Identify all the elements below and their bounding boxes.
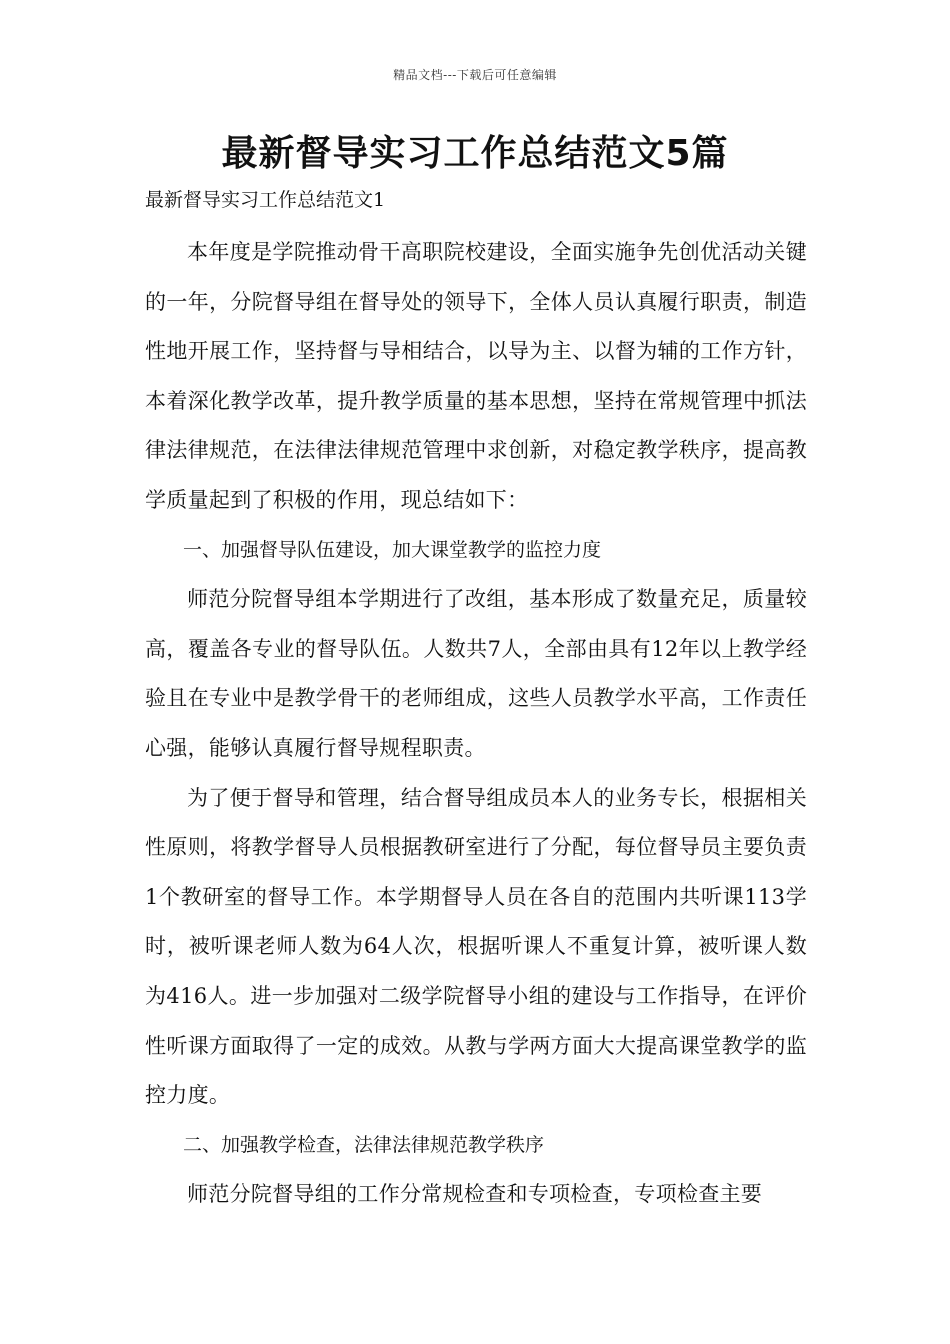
paragraph-inspection: 师范分院督导组的工作分常规检查和专项检查，专项检查主要 [187,1182,763,1207]
paragraph-intro: 本年度是学院推动骨干高职院校建设，全面实施争先创优活动关键的一年，分院督导组在督导处的领导下，全体人员认真履行职责，制造性地开展工作，坚持督与导相结合，以导为主、以督为辅的工作方针，本着深化教学改革，提升教学质量的基本思想，坚持在常规管理中抓法律法律规范，在法律法律规范管理中求创新，对稳定教学秩序，提高教学质量起到了积极的作用，现总结如下： [145,240,807,512]
section-subheading: 最新督导实习工作总结范文1 [145,189,386,211]
document-title: 最新督导实习工作总结范文5篇 [221,133,729,174]
section-heading-2: 二、加强教学检查，法律法律规范教学秩序 [183,1133,545,1156]
document-body [145,228,807,1220]
header-note: 精品文档---下载后可任意编辑 [393,68,557,82]
paragraph-assignment: 为了便于督导和管理，结合督导组成员本人的业务专长，根据相关性原则，将教学督导人员根据教研室进行了分配，每位督导员主要负责1个教研室的督导工作。本学期督导人员在各自的范围内共听课113学时，被听课老师人数为64人次，根据听课人不重复计算，被听课人数为416人。进一步加强对二级学院督导小组的建设与工作指导，在评价性听课方面取得了一定的成效。从教与学两方面大大提高课堂教学的监控力度。 [145,785,807,1108]
paragraph-team: 师范分院督导组本学期进行了改组，基本形成了数量充足，质量较高，覆盖各专业的督导队伍。人数共7人，全部由具有12年以上教学经验且在专业中是教学骨干的老师组成，这些人员教学水平高，工作责任心强，能够认真履行督导规程职责。 [145,587,807,760]
section-heading-1: 一、加强督导队伍建设，加大课堂教学的监控力度 [183,538,602,561]
